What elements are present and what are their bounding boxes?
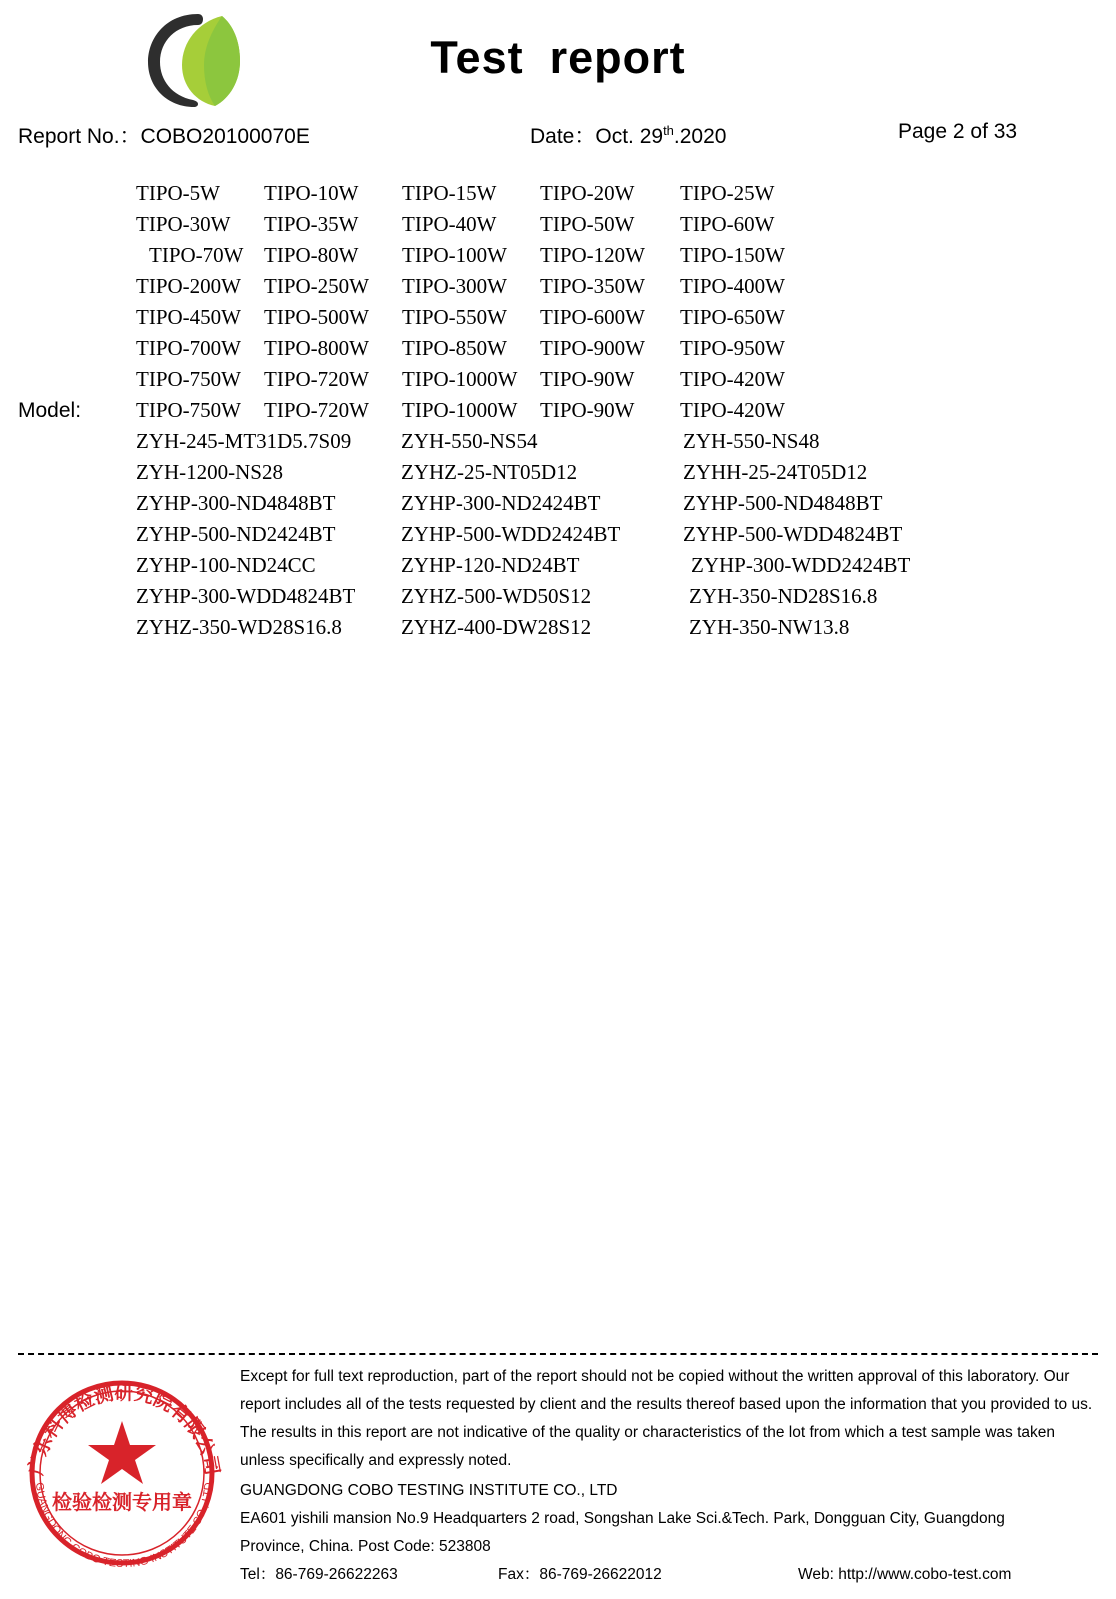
model-item: ZYHP-500-WDD4824BT [683, 522, 903, 546]
model-item: ZYHP-100-ND24CC [136, 553, 316, 577]
model-item: TIPO-200W [136, 274, 241, 298]
model-item: TIPO-10W [264, 181, 359, 205]
model-item: TIPO-90W [540, 367, 635, 391]
model-item: TIPO-700W [136, 336, 241, 360]
model-item: ZYHP-120-ND24BT [401, 553, 580, 577]
model-item: ZYH-350-NW13.8 [689, 615, 850, 639]
model-section [18, 178, 1098, 643]
model-item: ZYHP-500-ND2424BT [136, 522, 336, 546]
model-item: ZYH-350-ND28S16.8 [689, 584, 878, 608]
disclaimer-line: report includes all of the tests requested by client and the results thereof based upon the information that you provided to us. [240, 1396, 1093, 1413]
page-header [18, 0, 1098, 120]
model-item: ZYH-550-NS48 [683, 429, 820, 453]
model-item: TIPO-250W [264, 274, 369, 298]
report-meta-row [18, 120, 1098, 160]
model-item: TIPO-950W [680, 336, 785, 360]
model-row [136, 271, 1098, 302]
model-row [136, 240, 1098, 271]
page-number: Page 2 of 33 [898, 120, 1018, 143]
model-row [136, 178, 1098, 209]
model-row [136, 209, 1098, 240]
report-number-value: COBO20100070E [140, 125, 310, 148]
model-row [136, 426, 1098, 457]
model-row [136, 488, 1098, 519]
report-date-ordinal: th [663, 123, 674, 138]
disclaimer-line: The results in this report are not indicative of the quality or characteristics of the lot from which a test sample was taken [240, 1424, 1055, 1441]
model-label: Model: [18, 399, 82, 422]
page-title-part1: Test [430, 32, 524, 83]
model-item: TIPO-20W [540, 181, 635, 205]
model-item: ZYH-245-MT31D5.7S09 [136, 429, 352, 453]
model-item: ZYH-1200-NS28 [136, 460, 283, 484]
svg-text:检验检测专用章: 检验检测专用章 [52, 1490, 192, 1514]
model-item: ZYHZ-25-NT05D12 [401, 460, 578, 484]
model-item: ZYHZ-500-WD50S12 [401, 584, 592, 608]
model-item: TIPO-90W [540, 398, 635, 422]
model-item: ZYHZ-400-DW28S12 [401, 615, 592, 639]
model-item: ZYHP-500-WDD2424BT [401, 522, 621, 546]
model-item: TIPO-900W [540, 336, 645, 360]
footer-text [240, 1363, 1098, 1589]
model-item: TIPO-150W [680, 243, 785, 267]
page-title-part2: report [549, 32, 686, 83]
report-date-value: Oct. 29 [595, 125, 664, 148]
disclaimer-line: unless specifically and expressly noted. [240, 1452, 512, 1469]
model-item: TIPO-750W [136, 367, 241, 391]
model-item: TIPO-420W [680, 398, 785, 422]
model-item: ZYHH-25-24T05D12 [683, 460, 868, 484]
company-name: GUANGDONG COBO TESTING INSTITUTE CO., LTD [240, 1482, 618, 1499]
model-item: TIPO-15W [402, 181, 497, 205]
model-item: TIPO-60W [680, 212, 775, 236]
model-item: TIPO-300W [402, 274, 507, 298]
model-item: ZYHP-300-ND4848BT [136, 491, 336, 515]
model-item: ZYHP-500-ND4848BT [683, 491, 883, 515]
model-item: TIPO-40W [402, 212, 497, 236]
model-item: TIPO-30W [136, 212, 231, 236]
model-item: ZYHP-300-ND2424BT [401, 491, 601, 515]
model-item: TIPO-5W [136, 181, 220, 205]
model-item: TIPO-50W [540, 212, 635, 236]
model-item: ZYH-550-NS54 [401, 429, 538, 453]
model-row [136, 581, 1098, 612]
report-date [530, 120, 726, 150]
model-item: TIPO-35W [264, 212, 359, 236]
model-item: TIPO-800W [264, 336, 369, 360]
model-item: TIPO-850W [402, 336, 507, 360]
model-item: TIPO-120W [540, 243, 645, 267]
model-item: TIPO-1000W [402, 398, 518, 422]
model-list [136, 178, 1098, 643]
model-item: TIPO-550W [402, 305, 507, 329]
model-row [136, 395, 1098, 426]
model-item: TIPO-100W [402, 243, 507, 267]
model-item: TIPO-400W [680, 274, 785, 298]
model-item: TIPO-350W [540, 274, 645, 298]
model-row [136, 333, 1098, 364]
page-title [18, 32, 1098, 84]
page-footer [18, 1353, 1098, 1589]
report-date-label: Date： [530, 125, 596, 148]
model-item: TIPO-750W [136, 398, 241, 422]
model-item: TIPO-720W [264, 367, 369, 391]
report-number-label: Report No.： [18, 125, 141, 148]
model-item: ZYHP-300-WDD2424BT [691, 553, 911, 577]
company-address-line2: Province, China. Post Code: 523808 [240, 1538, 491, 1555]
company-fax: Fax：86-769-26622012 [498, 1566, 662, 1583]
model-row [136, 457, 1098, 488]
official-stamp [20, 1369, 225, 1574]
model-row [136, 302, 1098, 333]
model-row [136, 612, 1098, 643]
model-item: ZYHP-300-WDD4824BT [136, 584, 356, 608]
model-item: TIPO-500W [264, 305, 369, 329]
model-item: ZYHZ-350-WD28S16.8 [136, 615, 342, 639]
company-address-line1: EA601 yishili mansion No.9 Headquarters 2 road, Songshan Lake Sci.&Tech. Park, Dongguan City, Guangdong [240, 1510, 1005, 1527]
company-tel: Tel：86-769-26622263 [240, 1566, 398, 1583]
model-item: TIPO-450W [136, 305, 241, 329]
model-item: TIPO-80W [264, 243, 359, 267]
model-item: TIPO-1000W [402, 367, 518, 391]
model-item: TIPO-600W [540, 305, 645, 329]
disclaimer-line: Except for full text reproduction, part of the report should not be copied without the written approval of this laboratory. Our [240, 1368, 1070, 1385]
svg-text:广东科博检测研究院有限公司: 广东科博检测研究院有限公司 [24, 1382, 224, 1477]
model-item: TIPO-420W [680, 367, 785, 391]
model-row [136, 550, 1098, 581]
model-item: TIPO-70W [149, 243, 244, 267]
footer-divider [18, 1353, 1098, 1355]
model-item: TIPO-650W [680, 305, 785, 329]
report-number [18, 120, 310, 150]
model-item: TIPO-25W [680, 181, 775, 205]
model-row [136, 519, 1098, 550]
model-item: TIPO-720W [264, 398, 369, 422]
company-website[interactable]: Web: http://www.cobo-test.com [798, 1566, 1012, 1583]
report-date-year: .2020 [673, 125, 727, 148]
svg-text:GUANGDONG COBO TESTING INSTITU: GUANGDONG COBO TESTING INSTITUTE CO., LTD [32, 1481, 215, 1571]
model-row [136, 364, 1098, 395]
